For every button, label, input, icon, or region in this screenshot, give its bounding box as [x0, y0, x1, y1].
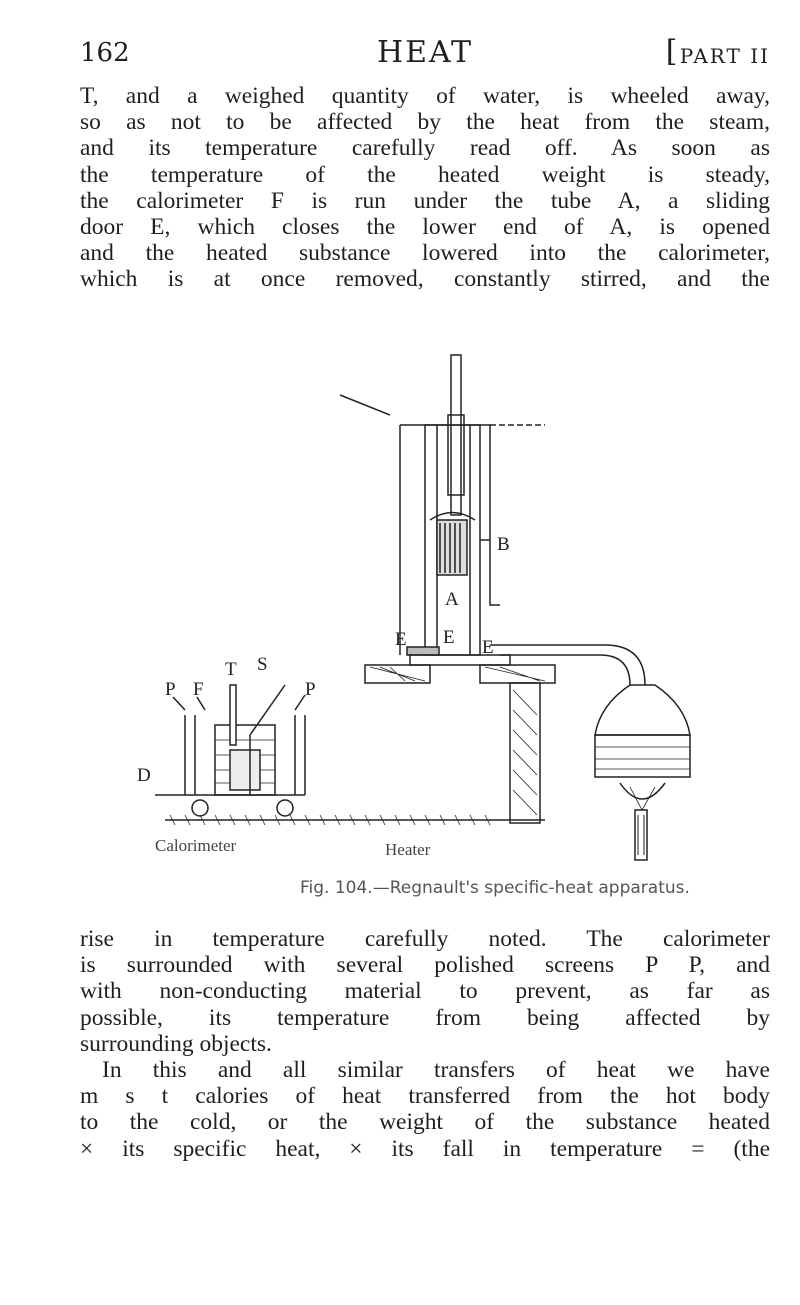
text-line: the temperature of the heated weight is steady,	[80, 161, 770, 188]
text-line: In this and all similar transfers of heat we have	[102, 1057, 770, 1084]
paragraph-2	[80, 926, 770, 1162]
text-line: T, and a weighed quantity of water, is wheeled away,	[80, 83, 770, 109]
label-a: A	[445, 589, 459, 610]
text-line: so as not to be affected by the heat from the steam,	[80, 109, 770, 136]
figure-caption: Fig. 104.—Regnault's specific-heat apparatus.	[300, 878, 690, 898]
label-heater: Heater	[385, 840, 431, 859]
paragraph-1	[80, 83, 770, 293]
label-e-mid: E	[443, 627, 455, 648]
page-number: 162	[80, 38, 130, 68]
text-line: m s t calories of heat transferred from the hot body	[80, 1083, 770, 1110]
label-f: F	[193, 679, 204, 700]
text-line: which is at once removed, constantly stirred, and the	[80, 266, 770, 293]
text-line: rise in temperature carefully noted. The calorimeter	[80, 926, 770, 952]
text-line: to the cold, or the weight of the substance heated	[80, 1109, 770, 1136]
apparatus-figure	[137, 355, 705, 875]
label-calorimeter: Calorimeter	[155, 836, 237, 855]
text-line: possible, its temperature from being affected by	[80, 1004, 770, 1031]
text-line: the calorimeter F is run under the tube A, a sliding	[80, 187, 770, 214]
running-title: HEAT	[376, 35, 474, 70]
part-label: [ PART II	[680, 44, 770, 68]
text-line: surrounding objects.	[80, 1030, 272, 1057]
text-line: and its temperature carefully read off. As soon as	[80, 135, 770, 162]
label-d: D	[137, 765, 151, 786]
label-s: S	[257, 654, 268, 675]
text-line: with non-conducting material to prevent, as far as	[80, 978, 770, 1005]
text-line: door E, which closes the lower end of A, is opened	[80, 214, 770, 241]
page-header	[80, 30, 770, 74]
label-b: B	[497, 534, 510, 555]
label-p-right: P	[305, 679, 316, 700]
text-line: and the heated substance lowered into the calorimeter,	[80, 240, 770, 267]
label-e-right: E	[482, 637, 494, 658]
text-line: × its specific heat, × its fall in temperature = (the	[80, 1135, 770, 1162]
label-e-left: E	[395, 629, 407, 650]
label-p-left: P	[165, 679, 176, 700]
text-line: is surrounded with several polished screens P P, and	[80, 952, 770, 979]
label-t: T	[225, 659, 237, 680]
